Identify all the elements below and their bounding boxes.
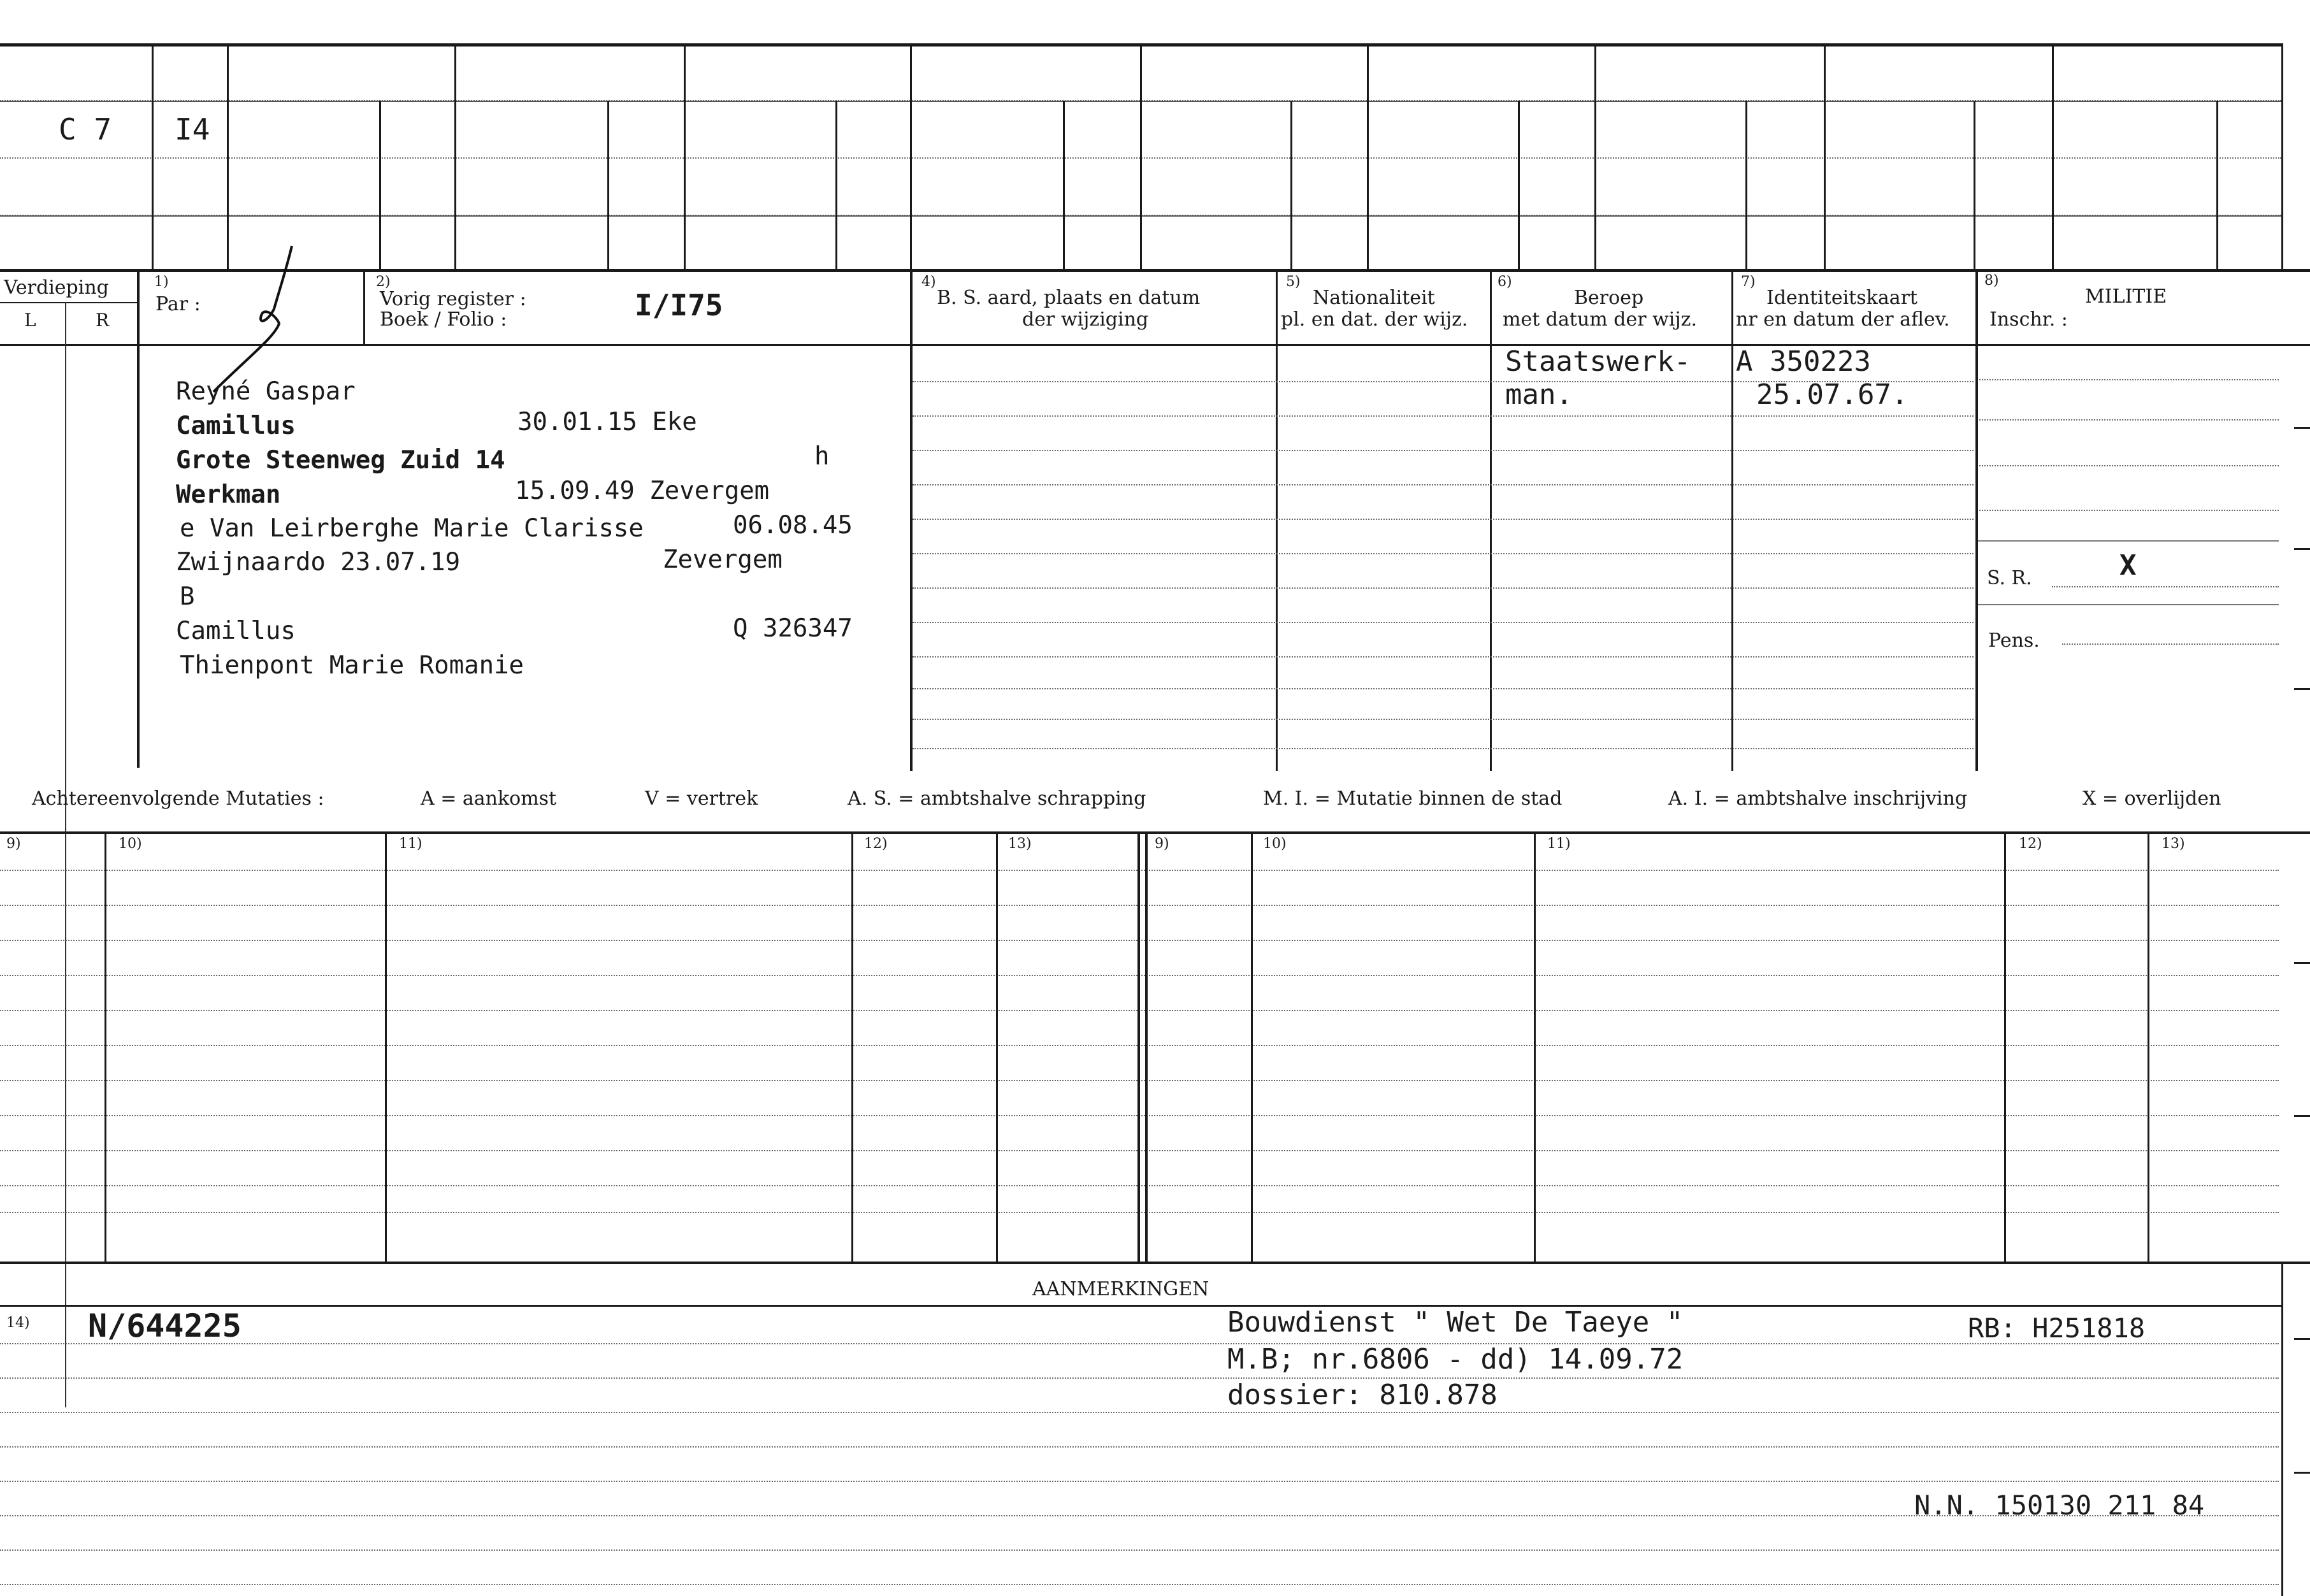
col-left-12: 12) bbox=[864, 836, 888, 852]
inschr-label: Inschr. : bbox=[1989, 308, 2068, 331]
beroep-header: Beroep bbox=[1574, 287, 1644, 309]
col-left-10: 10) bbox=[119, 836, 142, 852]
h-mark: h bbox=[814, 442, 830, 471]
mutatie-aankomst: A = aankomst bbox=[421, 787, 557, 810]
remarks-rb: RB: H251818 bbox=[1968, 1312, 2146, 1344]
col-right-11: 11) bbox=[1547, 836, 1571, 852]
bs-header-line1: B. S. aard, plaats en datum bbox=[937, 287, 1201, 309]
verdieping-label: Verdieping bbox=[4, 277, 109, 299]
mutatie-overlijden: X = overlijden bbox=[2083, 787, 2221, 810]
person-line-4: Werkman bbox=[176, 480, 281, 509]
nationaliteit-subheader: pl. en dat. der wijz. bbox=[1281, 308, 1468, 331]
field-6-number: 6) bbox=[1498, 274, 1512, 290]
col-left-11: 11) bbox=[399, 836, 422, 852]
col-left-9: 9) bbox=[6, 836, 21, 852]
remarks-line-2: M.B; nr.6806 - dd) 14.09.72 bbox=[1227, 1343, 1684, 1376]
verdieping-l-label: L bbox=[24, 310, 36, 331]
col-right-10: 10) bbox=[1263, 836, 1287, 852]
person-line-3: Grote Steenweg Zuid 14 bbox=[176, 446, 505, 475]
handwritten-par-mark bbox=[198, 242, 350, 395]
marriage-date: 06.08.45 bbox=[733, 511, 853, 540]
aanmerkingen-title: AANMERKINGEN bbox=[1032, 1278, 1209, 1300]
sr-label: S. R. bbox=[1987, 567, 2032, 589]
field-14-number: 14) bbox=[6, 1315, 30, 1331]
mutatie-binnen-stad: M. I. = Mutatie binnen de stad bbox=[1263, 787, 1563, 810]
person-line-1: Reyné Gaspar bbox=[176, 377, 356, 406]
identiteit-line-1: A 350223 bbox=[1736, 345, 1871, 378]
remarks-nn: N.N. 150130 211 84 bbox=[1914, 1490, 2205, 1521]
identiteitskaart-header: Identiteitskaart bbox=[1766, 287, 1917, 309]
person-line-2: Camillus bbox=[176, 412, 296, 440]
remarks-line-3: dossier: 810.878 bbox=[1227, 1379, 1498, 1411]
top-row-code-2: I4 bbox=[175, 112, 210, 147]
col-right-9: 9) bbox=[1155, 836, 1169, 852]
person-line-5: e Van Leirberghe Marie Clarisse bbox=[180, 514, 644, 543]
pens-label: Pens. bbox=[1988, 629, 2040, 652]
person-line-8: Camillus bbox=[176, 617, 296, 645]
top-row-code-1: C 7 bbox=[59, 112, 112, 147]
field-8-number: 8) bbox=[1984, 273, 1999, 289]
field-1-number: 1) bbox=[154, 274, 169, 290]
werkman-date: 15.09.49 Zevergem bbox=[515, 477, 770, 505]
col-left-13: 13) bbox=[1008, 836, 1032, 852]
identiteit-line-2: 25.07.67. bbox=[1756, 378, 1909, 411]
beroep-line-2: man. bbox=[1505, 378, 1573, 411]
col-right-13: 13) bbox=[2162, 836, 2185, 852]
mutatie-ambtshalve-inschrijving: A. I. = ambtshalve inschrijving bbox=[1668, 787, 1968, 810]
nationaliteit-header: Nationaliteit bbox=[1313, 287, 1435, 309]
person-line-9: Thienpont Marie Romanie bbox=[180, 651, 524, 680]
mutatie-ambtshalve-schrapping: A. S. = ambtshalve schrapping bbox=[848, 787, 1146, 810]
field-5-number: 5) bbox=[1286, 274, 1301, 290]
field-4-number: 4) bbox=[921, 274, 936, 290]
birth-date-place: 30.01.15 Eke bbox=[517, 408, 697, 436]
verdieping-r-label: R bbox=[96, 310, 110, 331]
bs-header-line2: der wijziging bbox=[1022, 308, 1149, 331]
vorig-register-value: I/I75 bbox=[635, 288, 723, 322]
militie-header: MILITIE bbox=[2085, 285, 2167, 308]
remarks-line-1: Bouwdienst " Wet De Taeye " bbox=[1227, 1306, 1684, 1339]
mutaties-title: Achtereenvolgende Mutaties : bbox=[32, 787, 324, 810]
beroep-subheader: met datum der wijz. bbox=[1503, 308, 1697, 331]
par-label: Par : bbox=[155, 293, 201, 315]
person-line-6: Zwijnaardo 23.07.19 bbox=[176, 548, 461, 577]
q-number: Q 326347 bbox=[733, 614, 853, 643]
identiteitskaart-subheader: nr en datum der aflev. bbox=[1736, 308, 1950, 331]
mutatie-vertrek: V = vertrek bbox=[645, 787, 758, 810]
field-2-number: 2) bbox=[376, 274, 391, 290]
vorig-register-label: Vorig register : bbox=[380, 288, 526, 310]
beroep-line-1: Staatswerk- bbox=[1505, 345, 1691, 378]
col-right-12: 12) bbox=[2019, 836, 2042, 852]
field-7-number: 7) bbox=[1741, 274, 1756, 290]
place-zevergem: Zevergem bbox=[663, 545, 783, 574]
sr-mark: X bbox=[2119, 549, 2137, 582]
remarks-number: N/644225 bbox=[88, 1307, 242, 1344]
person-line-7: B bbox=[180, 582, 195, 611]
boek-folio-label: Boek / Folio : bbox=[380, 308, 507, 331]
